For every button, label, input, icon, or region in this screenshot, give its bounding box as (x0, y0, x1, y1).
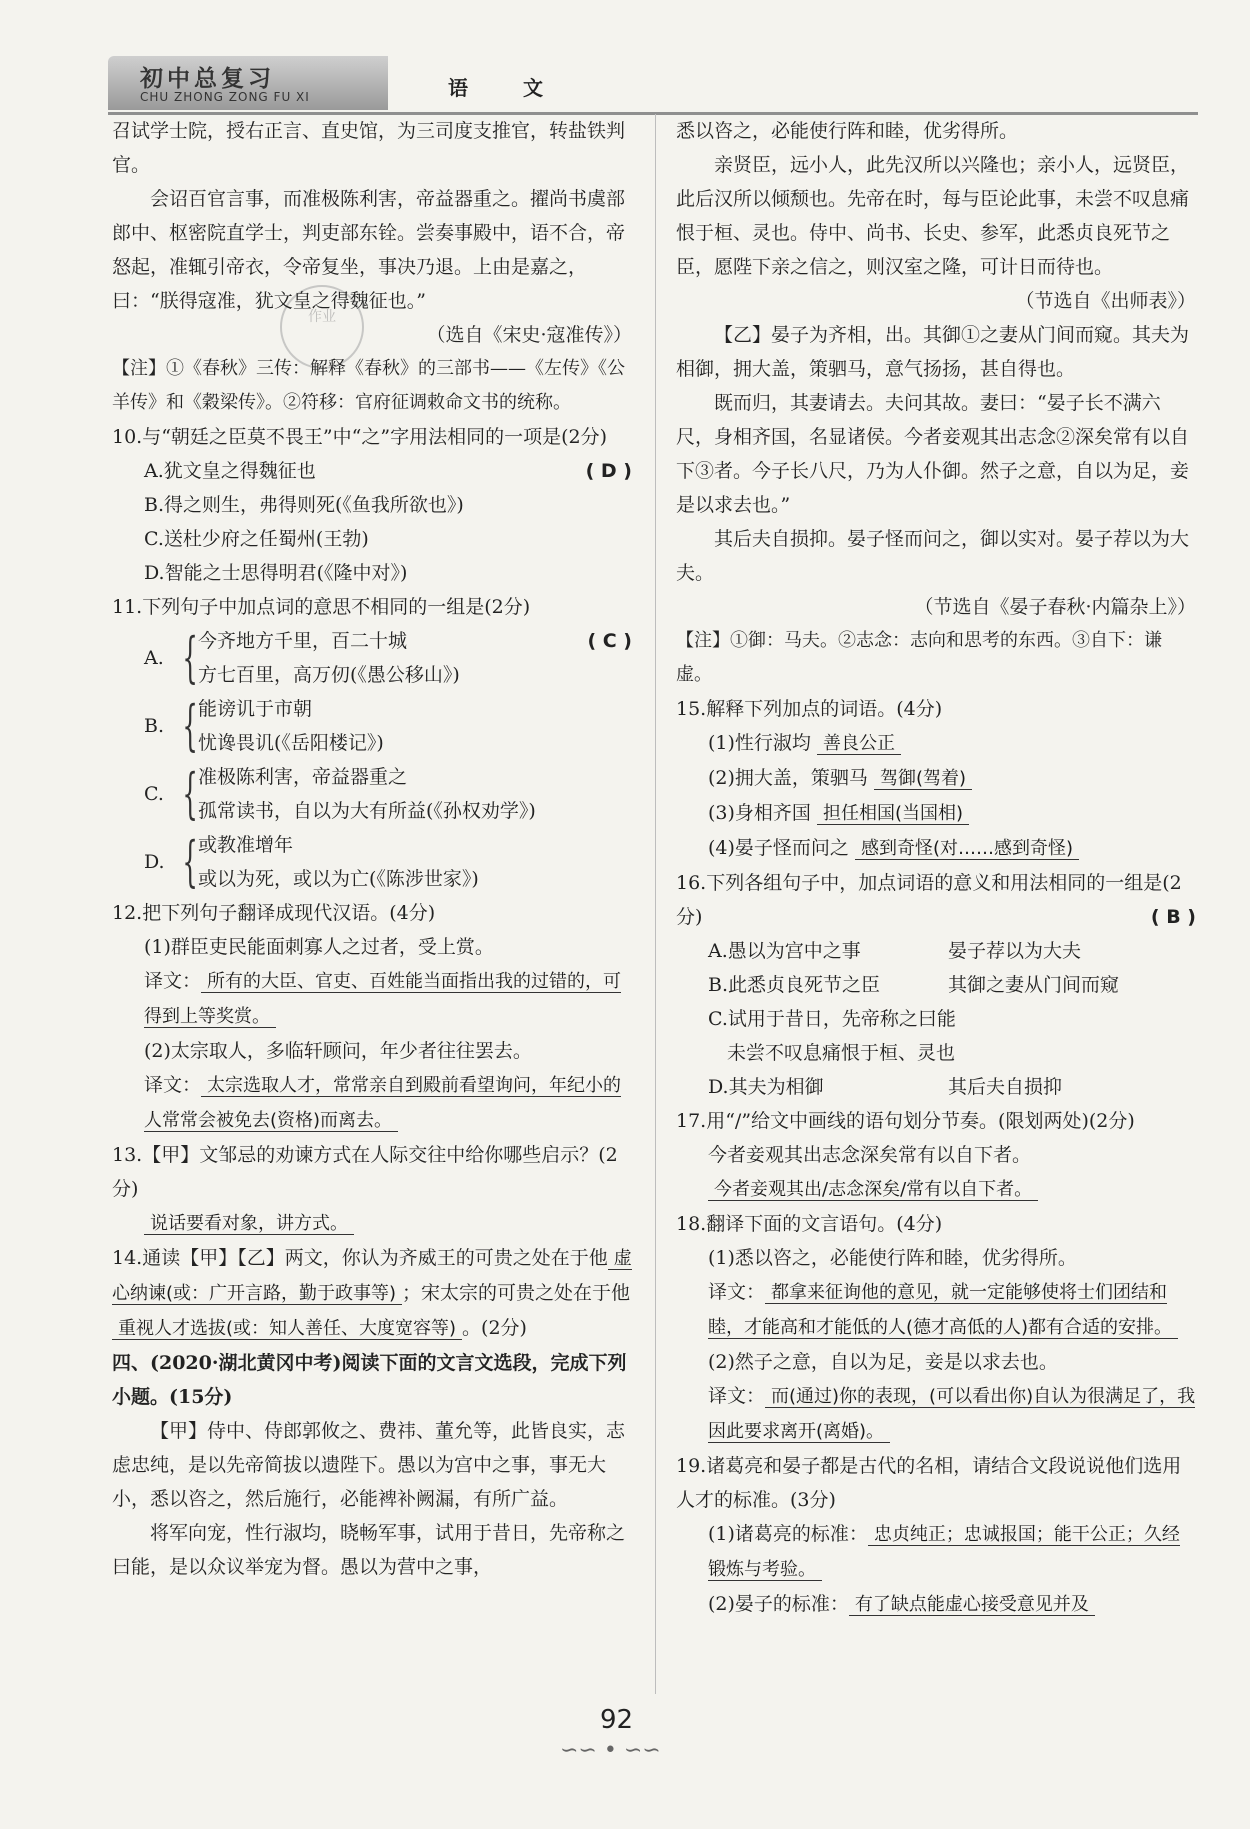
handwritten-answer: 虚心纳谏(或：广开言路，勤于政事等) (112, 1248, 632, 1304)
subject-label: 语 文 (448, 76, 567, 100)
sub-question: (1)悉以咨之，必能使行阵和睦，优劣得所。 (708, 1247, 1077, 1269)
right-column (676, 114, 1196, 1622)
handwritten-answer: 感到奇怪(对……感到奇怪) (855, 838, 1079, 860)
handwritten-answer: 有了缺点能虚心接受意见并及 (849, 1594, 1095, 1616)
paragraph: 将军向宠，性行淑均，晓畅军事，试用于昔日，先帝称之曰能，是以众议举宠为督。愚以为营中之事， (112, 1522, 626, 1578)
handwritten-answer: 今者妾观其出/志念深矣/常有以自下者。 (708, 1179, 1038, 1201)
handwritten-answer: 驾御(驾着) (874, 768, 972, 790)
handwritten-answer: 太宗选取人才，常常亲自到殿前看望询问，年纪小的人常常会被免去(资格)而离去。 (144, 1075, 622, 1131)
question-19: 19.诸葛亮和晏子都是古代的名相，请结合文段说说他们选用人才的标准。(3分) (676, 1455, 1182, 1511)
handwritten-answer: 忠贞纯正；忠诚报国；能干公正；久经锻炼与考验。 (708, 1524, 1180, 1580)
question-15: 15.解释下列加点的词语。(4分) (676, 698, 943, 720)
sentence: 今者妾观其出志念深矣常有以自下者。 (708, 1144, 1032, 1166)
option-pair: B.此悉贞良死节之臣 其御之妻从门间而窥 (708, 974, 1120, 996)
page-header (108, 54, 1198, 115)
paragraph: 【甲】侍中、侍郎郭攸之、费祎、董允等，此皆良实，志虑忠纯，是以先帝简拔以遗陛下。愚以为宫中之事，事无大小，悉以咨之，然后施行，必能裨补阙漏，有所广益。 (112, 1420, 626, 1510)
translation: 译文： 所有的大臣、官吏、百姓能当面指出我的过错的，可得到上等奖赏。 (144, 970, 622, 1027)
paragraph: 召试学士院，授右正言、直史馆，为三司度支推官，转盐铁判官。 (112, 120, 626, 176)
handwritten-answer: 重视人才选拔(或：知人善任、大度宽容等) (112, 1318, 462, 1340)
paragraph: 其后夫自损抑。晏子怪而问之，御以实对。晏子荐以为大夫。 (676, 528, 1190, 584)
answer-line: (1)诸葛亮的标准： 忠贞纯正；忠诚报国；能干公正；久经锻炼与考验。 (708, 1523, 1180, 1580)
paragraph: 【乙】晏子为齐相，出。其御①之妻从门间而窥。其夫为相御，拥大盖，策驷马，意气扬扬，甚自得也。 (676, 324, 1190, 380)
option-pair: A.愚以为宫中之事 晏子荐以为大夫 (708, 940, 1082, 962)
question-14: 14.通读【甲】【乙】两文，你认为齐威王的可贵之处在于他 虚心纳谏(或：广开言路，勤于政事等) ；宋太宗的可贵之处在于他重视人才选拔(或：知人善任、大度宽容等) 。(2分) (112, 1247, 632, 1339)
book-subtitle: CHU ZHONG ZONG FU XI (140, 90, 310, 104)
option: A.犹文皇之得魏征也 (144, 460, 316, 482)
sub-question: (2)然子之意，自以为足，妾是以求去也。 (708, 1351, 1058, 1373)
source-citation: （选自《宋史·寇准传》） (426, 324, 632, 346)
question-10: 10.与“朝廷之臣莫不畏王”中“之”字用法相同的一项是(2分) ( D ) (112, 420, 632, 454)
note: 【注】①御：马夫。②志念：志向和思考的东西。③自下：谦虚。 (676, 630, 1162, 685)
vocab-item: (4)晏子怪而问之 感到奇怪(对……感到奇怪) (676, 831, 1196, 866)
option-pair: C.试用于昔日，先帝称之曰能 (708, 1008, 956, 1030)
option-pair: D.其夫为相御 其后夫自损抑 (708, 1076, 1063, 1098)
column-divider (655, 114, 656, 1694)
header-tab (108, 56, 388, 110)
option: C.送杜少府之任蜀州(王勃) (144, 528, 369, 550)
sub-question: (2)太宗取人，多临轩顾问，年少者往往罢去。 (144, 1040, 532, 1062)
left-column (112, 114, 632, 1584)
paragraph: 既而归，其妻请去。夫问其故。妻曰：“晏子长不满六尺，身相齐国，名显诸侯。今者妾观其出志念②深矣常有以自下③者。今子长八尺，乃为人仆御。然子之意，自以为足，妾是以求去也。” (676, 392, 1190, 516)
book-title: 初中总复习 (140, 65, 275, 92)
note: 【注】①《春秋》三传：解释《春秋》的三部书——《左传》《公羊传》和《穀梁传》。②符移：官府征调敕命文书的统称。 (112, 358, 625, 413)
homework-stamp: 作业 (280, 285, 364, 369)
option-group: D. { 或教准增年 或以为死，或以为亡(《陈涉世家》) (144, 830, 479, 893)
sub-question: (1)群臣吏民能面刺寡人之过者，受上赏。 (144, 936, 494, 958)
source-citation: （节选自《晏子春秋·内篇杂上》） (914, 596, 1196, 618)
option-group: C. { 准极陈利害，帝益器重之 孤常读书，自以为大有所益(《孙权劝学》) (144, 762, 536, 825)
answer-choice: ( B ) (1150, 906, 1196, 928)
vocab-item: (1)性行淑均 善良公正 (676, 726, 1196, 761)
page-number: 92 (600, 1705, 634, 1735)
question-12: 12.把下列句子翻译成现代汉语。(4分) (112, 902, 436, 924)
vocab-item: (3)身相齐国 担任相国(当国相) (676, 796, 1196, 831)
question-16: 16.下列各组句子中，加点词语的意义和用法相同的一组是(2分) ( B ) (676, 866, 1196, 934)
paragraph: 亲贤臣，远小人，此先汉所以兴隆也；亲小人，远贤臣，此后汉所以倾颓也。先帝在时，每与臣论此事，未尝不叹息痛恨于桓、灵也。侍中、尚书、长史、参军，此悉贞良死节之臣，愿陛下亲之信之，则汉室之隆，可计日而待也。 (676, 154, 1190, 278)
answer-choice: ( C ) (587, 630, 632, 652)
handwritten-answer: 善良公正 (817, 733, 901, 755)
question-11: 11.下列句子中加点词的意思不相同的一组是(2分) (112, 596, 531, 618)
handwritten-answer: 所有的大臣、官吏、百姓能当面指出我的过错的，可得到上等奖赏。 (144, 971, 622, 1027)
handwritten-answer: 担任相国(当国相) (817, 803, 969, 825)
section-heading: 四、(2020·湖北黄冈中考)阅读下面的文言文选段，完成下列小题。(15分) (112, 1352, 627, 1408)
footer-ornament-icon: ∽∽ • ∽∽ (560, 1738, 661, 1763)
translation: 译文： 太宗选取人才，常常亲自到殿前看望询问，年纪小的人常常会被免去(资格)而离去。 (144, 1074, 622, 1131)
paragraph: 会诏百官言事，而准极陈利害，帝益器重之。擢尚书虞部郎中、枢密院直学士，判吏部东铨。尝奏事殿中，语不合，帝怒起，准辄引帝衣，令帝复坐，事决乃退。上由是嘉之，曰：“朕得寇准，犹文皇之得魏征也。” (112, 188, 626, 312)
vocab-item: (2)拥大盖，策驷马 驾御(驾着) (676, 761, 1196, 796)
handwritten-answer: 都拿来征询他的意见，就一定能够使将士们团结和睦，才能高和才能低的人(德才高低的人)都有合适的安排。 (708, 1282, 1178, 1339)
question-13: 13.【甲】文邹忌的劝谏方式在人际交往中给你哪些启示？(2分) (112, 1144, 618, 1200)
translation: 译文： 都拿来征询他的意见，就一定能够使将士们团结和睦，才能高和才能低的人(德才高低的人)都有合适的安排。 (676, 1275, 1196, 1345)
option-pair: 未尝不叹息痛恨于桓、灵也 (708, 1042, 956, 1064)
option: B.得之则生，弗得则死(《鱼我所欲也》) (144, 494, 464, 516)
paragraph: 悉以咨之，必能使行阵和睦，优劣得所。 (676, 120, 1019, 142)
option: D.智能之士思得明君(《隆中对》) (144, 562, 408, 584)
answer-choice: ( D ) (585, 460, 632, 482)
source-citation: （节选自《出师表》） (1015, 290, 1196, 312)
handwritten-answer: 说话要看对象，讲方式。 (144, 1213, 354, 1235)
option-group: A. { 今齐地方千里，百二十城 方七百里，高万仞(《愚公移山》) (144, 626, 460, 689)
question-17: 17.用“/”给文中画线的语句划分节奏。(限划两处)(2分) (676, 1110, 1135, 1132)
handwritten-answer: 而(通过)你的表现，(可以看出你)自认为很满足了，我因此要求离开(离婚)。 (708, 1386, 1196, 1442)
question-18: 18.翻译下面的文言语句。(4分) (676, 1213, 943, 1235)
answer-line: (2)晏子的标准： 有了缺点能虚心接受意见并及 (676, 1587, 1196, 1622)
translation: 译文： 而(通过)你的表现，(可以看出你)自认为很满足了，我因此要求离开(离婚)。 (708, 1385, 1196, 1442)
option-group: B. { 能谤讥于市朝 忧谗畏讥(《岳阳楼记》) (144, 694, 384, 757)
